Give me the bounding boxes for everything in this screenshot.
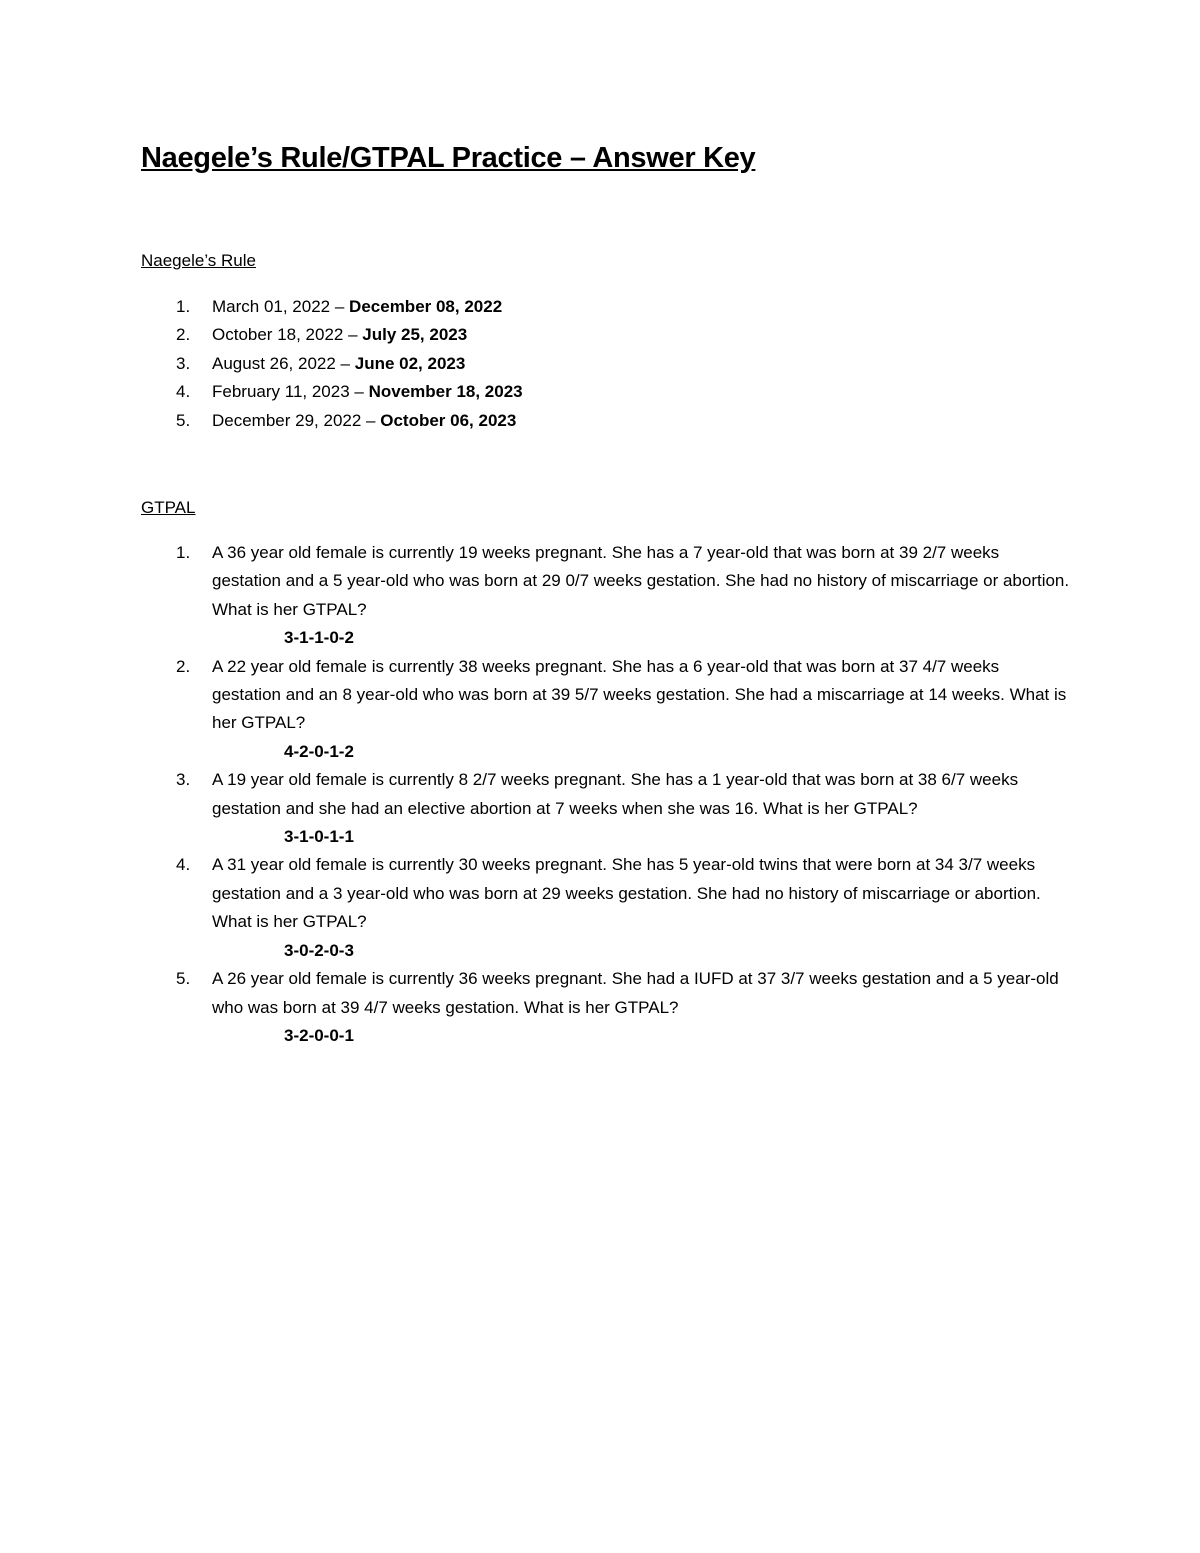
gtpal-answer: 3-0-2-0-3 [284, 940, 354, 960]
separator: – [335, 353, 355, 373]
naegele-item [141, 378, 1071, 406]
item-number: 3. [176, 353, 191, 373]
gtpal-question: A 19 year old female is currently 8 2/7 weeks pregnant. She has a 1 year-old that was born at 38 6/7 weeks gestation and she had an elective abortion at 7 weeks when she was 16. What is her GTPAL? [212, 770, 1019, 818]
gtpal-item [141, 965, 1071, 1050]
gtpal-question: A 36 year old female is currently 19 weeks pregnant. She has a 7 year-old that was born at 39 2/7 weeks gestation and a 5 year-old who was born at 29 0/7 weeks gestation. She had no history of miscarriage or abortion. What is her GTPAL? [212, 543, 1070, 619]
gtpal-question: A 26 year old female is currently 36 weeks pregnant. She had a IUFD at 37 3/7 weeks gestation and a 5 year-old who was born at 39 4/7 weeks gestation. What is her GTPAL? [212, 969, 1059, 1017]
naegele-item [141, 407, 1071, 435]
gtpal-answer: 3-1-1-0-2 [284, 628, 354, 648]
gtpal-answer: 3-2-0-0-1 [284, 1025, 354, 1045]
due-date: October 06, 2023 [380, 410, 517, 430]
gtpal-item [141, 766, 1071, 851]
item-number: 2. [176, 656, 191, 676]
item-number: 1. [176, 543, 191, 562]
item-number: 5. [176, 969, 191, 989]
lmp-date: August 26, 2022 [212, 353, 336, 373]
item-number: 5. [176, 410, 191, 430]
due-date: June 02, 2023 [354, 353, 466, 373]
lmp-date: October 18, 2022 [212, 325, 344, 345]
gtpal-list [141, 539, 1071, 1050]
gtpal-item [141, 851, 1071, 965]
due-date: November 18, 2023 [368, 382, 523, 402]
due-date: July 25, 2023 [362, 325, 468, 345]
separator: – [361, 410, 381, 430]
naegele-list [141, 293, 1071, 435]
naegele-item [141, 350, 1071, 378]
item-number: 1. [176, 297, 191, 316]
due-date: December 08, 2022 [349, 297, 503, 316]
item-number: 4. [176, 382, 191, 402]
gtpal-item [141, 539, 1071, 653]
separator: – [330, 297, 350, 316]
gtpal-answer: 4-2-0-1-2 [284, 741, 354, 761]
gtpal-question: A 22 year old female is currently 38 weeks pregnant. She has a 6 year-old that was born at 37 4/7 weeks gestation and an 8 year-old who was born at 39 5/7 weeks gestation. She had a miscarriage at 14 weeks. What is her GTPAL? [212, 656, 1067, 733]
lmp-date: February 11, 2023 [212, 382, 350, 402]
page-title: Naegele’s Rule/GTPAL Practice – Answer Key [141, 142, 756, 174]
gtpal-answer: 3-1-0-1-1 [284, 827, 354, 847]
item-number: 4. [176, 855, 191, 875]
lmp-date: March 01, 2022 [212, 297, 331, 316]
naegele-heading: Naegele’s Rule [141, 251, 256, 270]
lmp-date: December 29, 2022 [212, 410, 362, 430]
gtpal-item [141, 653, 1071, 767]
naegele-item [141, 321, 1071, 349]
naegele-item [141, 293, 1071, 321]
item-number: 3. [176, 770, 191, 790]
gtpal-question: A 31 year old female is currently 30 weeks pregnant. She has 5 year-old twins that were born at 34 3/7 weeks gestation and a 3 year-old who was born at 29 weeks gestation. She had no history of miscarriage or abortion. What is her GTPAL? [212, 855, 1041, 932]
separator: – [349, 382, 369, 402]
item-number: 2. [176, 325, 191, 345]
separator: – [343, 325, 363, 345]
gtpal-heading: GTPAL [141, 498, 196, 517]
